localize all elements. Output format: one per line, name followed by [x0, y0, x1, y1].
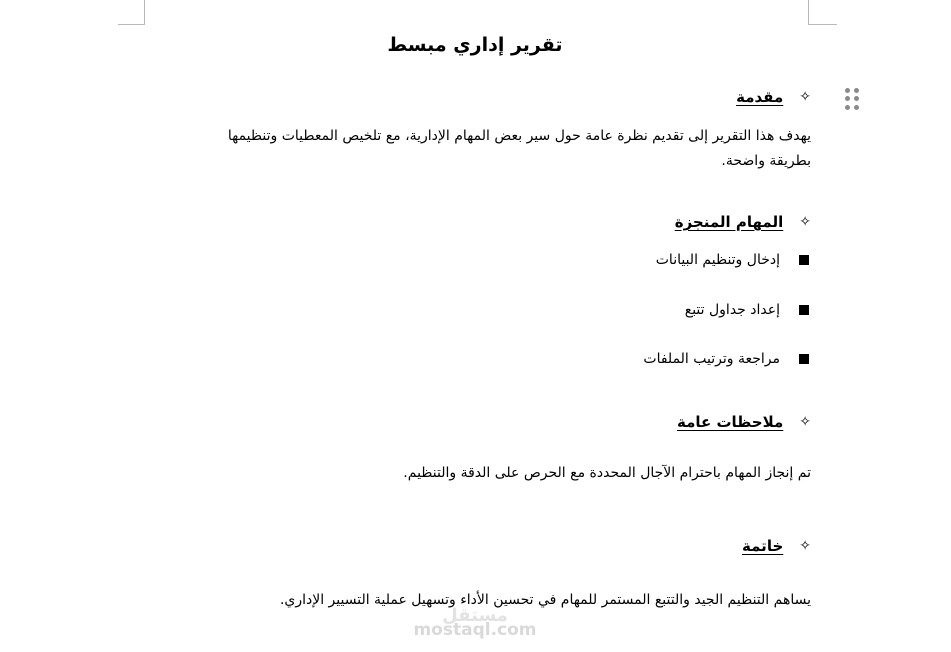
star-bullet-icon: ✧	[799, 214, 811, 230]
heading-intro-text: مقدمة	[736, 88, 784, 106]
page-margin-corner-right	[808, 0, 837, 25]
heading-notes[interactable]	[677, 413, 811, 431]
notes-paragraph[interactable]: تم إنجاز المهام باحترام الآجال المحددة مع الحرص على الدقة والتنظيم.	[403, 465, 811, 481]
intro-paragraph[interactable]: يهدف هذا التقرير إلى تقديم نظرة عامة حول سير بعض المهام الإدارية، مع تلخيص المعطيات وتنظيمها بطريقة واضحة.	[227, 128, 811, 169]
watermark-latin: mostaql.com	[413, 620, 537, 640]
conclusion-paragraph[interactable]: يساهم التنظيم الجيد والتتبع المستمر للمهام في تحسين الأداء وتسهيل عملية التسيير الإداري.	[279, 592, 811, 608]
square-bullet-icon	[799, 255, 809, 265]
heading-tasks-text: المهام المنجزة	[674, 213, 784, 231]
square-bullet-icon	[799, 305, 809, 315]
list-item-text: إعداد جداول تتبع	[684, 302, 780, 318]
heading-tasks[interactable]	[675, 213, 811, 231]
star-bullet-icon: ✧	[799, 538, 811, 554]
square-bullet-icon	[799, 354, 809, 364]
page-margin-corner-left	[118, 0, 145, 25]
heading-notes-text: ملاحظات عامة	[676, 413, 784, 431]
heading-conclusion-text: خاتمة	[742, 537, 784, 555]
list-item-text: إدخال وتنظيم البيانات	[655, 252, 780, 268]
list-item[interactable]	[685, 302, 809, 318]
drag-handle-icon[interactable]	[845, 88, 859, 110]
list-item[interactable]	[656, 252, 809, 268]
star-bullet-icon: ✧	[799, 89, 811, 105]
watermark-arabic: مستقل	[442, 605, 508, 626]
list-item-text: مراجعة وترتيب الملفات	[643, 351, 780, 367]
heading-conclusion[interactable]	[742, 537, 811, 555]
heading-intro[interactable]	[736, 88, 811, 106]
watermark	[400, 605, 550, 640]
star-bullet-icon: ✧	[799, 414, 811, 430]
list-item[interactable]	[643, 351, 809, 367]
document-title[interactable]: تقرير إداري مبسط	[387, 34, 563, 56]
